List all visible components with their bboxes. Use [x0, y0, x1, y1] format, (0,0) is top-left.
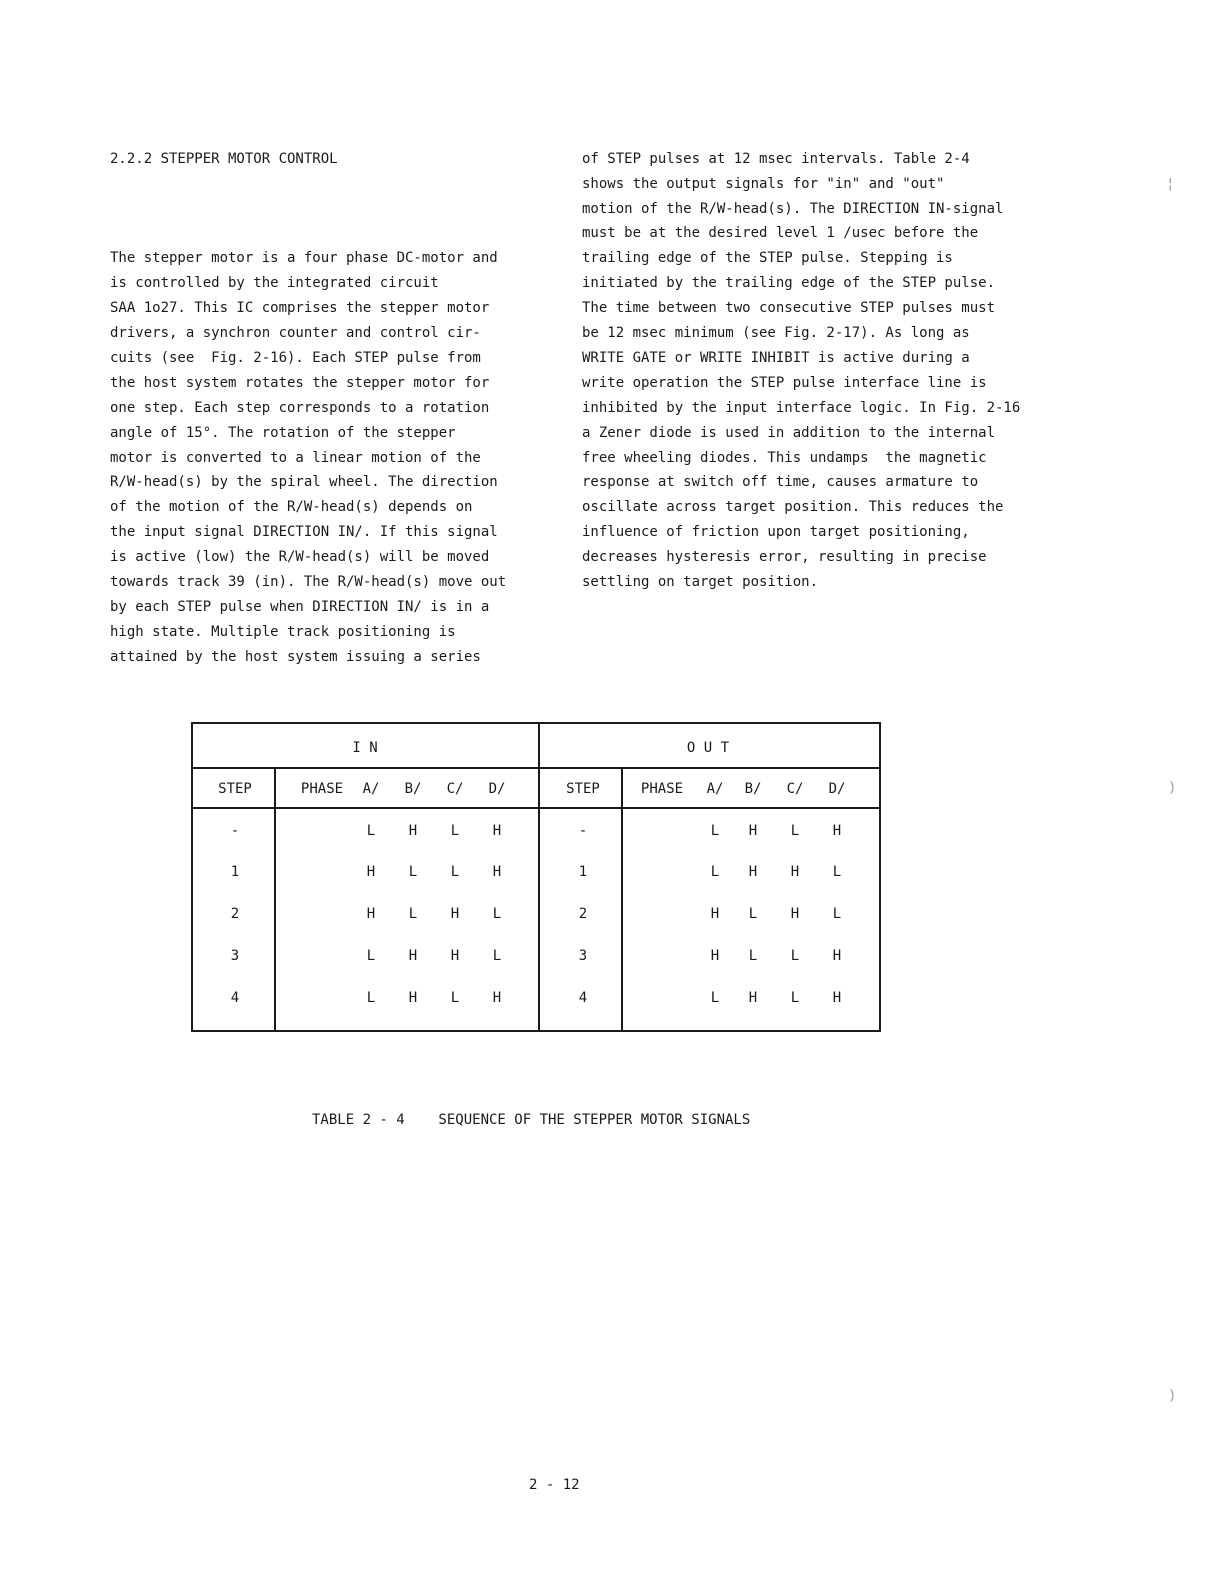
out-column-header: D/	[828, 781, 846, 797]
out-cell-step: 4	[578, 990, 588, 1006]
out-cell-step: 2	[578, 906, 588, 922]
in-cell-b: H	[408, 990, 418, 1006]
out-column-header: A/	[706, 781, 724, 797]
in-cell-a: H	[366, 906, 376, 922]
text-line: angle of 15°. The rotation of the stepper	[110, 424, 456, 441]
out-cell-c: L	[790, 948, 800, 964]
margin-mark: )	[1168, 1388, 1177, 1404]
out-cell-step: 1	[578, 864, 588, 880]
out-cell-c: L	[790, 823, 800, 839]
text-line: initiated by the trailing edge of the STEP pulse.	[582, 275, 996, 292]
page-number: 2 - 12	[529, 1477, 580, 1493]
out-cell-d: L	[832, 864, 842, 880]
in-column-header: STEP	[218, 781, 252, 797]
out-cell-a: H	[710, 948, 720, 964]
text-line: The stepper motor is a four phase DC-motor and	[110, 250, 498, 267]
section-heading: 2.2.2 STEPPER MOTOR CONTROL	[110, 150, 338, 167]
in-cell-d: L	[492, 906, 502, 922]
text-line: is controlled by the integrated circuit	[110, 275, 439, 292]
in-column-header: PHASE	[300, 781, 344, 797]
text-line: by each STEP pulse when DIRECTION IN/ is in a	[110, 598, 490, 615]
text-line: WRITE GATE or WRITE INHIBIT is active during a	[582, 349, 970, 366]
text-line: cuits (see Fig. 2-16). Each STEP pulse from	[110, 349, 481, 366]
table-grid	[191, 722, 881, 1032]
in-cell-step: 2	[230, 906, 240, 922]
out-cell-a: L	[710, 990, 720, 1006]
text-line: be 12 msec minimum (see Fig. 2-17). As long as	[582, 325, 970, 342]
out-cell-d: H	[832, 990, 842, 1006]
out-cell-b: L	[748, 948, 758, 964]
text-line: drivers, a synchron counter and control cir-	[110, 325, 481, 342]
text-line: influence of friction upon target positioning,	[582, 524, 970, 541]
text-line: write operation the STEP pulse interface line is	[582, 374, 987, 391]
text-line: is active (low) the R/W-head(s) will be moved	[110, 549, 490, 566]
out-column-header: STEP	[566, 781, 600, 797]
out-cell-c: L	[790, 990, 800, 1006]
left-paragraph	[110, 246, 530, 669]
out-cell-d: L	[832, 906, 842, 922]
out-cell-b: H	[748, 990, 758, 1006]
in-cell-c: L	[450, 823, 460, 839]
in-cell-a: L	[366, 990, 376, 1006]
text-line: motor is converted to a linear motion of the	[110, 449, 481, 466]
text-line: SAA 1o27. This IC comprises the stepper motor	[110, 300, 490, 317]
in-cell-c: H	[450, 948, 460, 964]
out-column-header: PHASE	[640, 781, 684, 797]
in-cell-c: L	[450, 990, 460, 1006]
in-cell-d: L	[492, 948, 502, 964]
in-cell-d: H	[492, 864, 502, 880]
text-line: of the motion of the R/W-head(s) depends on	[110, 499, 473, 516]
margin-mark: )	[1168, 780, 1177, 796]
text-line: attained by the host system issuing a series	[110, 648, 481, 665]
right-column	[582, 97, 1032, 620]
text-line: towards track 39 (in). The R/W-head(s) move out	[110, 574, 507, 590]
in-cell-a: H	[366, 864, 376, 880]
in-cell-b: H	[408, 948, 418, 964]
in-cell-step: 4	[230, 990, 240, 1006]
text-line: high state. Multiple track positioning is	[110, 623, 456, 640]
text-line: The time between two consecutive STEP pulses must	[582, 300, 996, 317]
out-cell-step: -	[578, 823, 588, 839]
text-line: one step. Each step corresponds to a rotation	[110, 399, 490, 416]
margin-mark: ¦	[1166, 176, 1175, 192]
in-column-header: D/	[488, 781, 506, 797]
text-line: the host system rotates the stepper motor for	[110, 374, 490, 391]
text-line: settling on target position.	[582, 573, 819, 590]
in-cell-b: L	[408, 864, 418, 880]
text-line: must be at the desired level 1 /usec before the	[582, 225, 979, 242]
in-column-header: B/	[404, 781, 422, 797]
out-cell-a: L	[710, 823, 720, 839]
stepper-signal-table	[191, 722, 881, 1032]
out-cell-a: H	[710, 906, 720, 922]
table-caption: TABLE 2 - 4 SEQUENCE OF THE STEPPER MOTOR SIGNALS	[312, 1112, 751, 1128]
text-line: trailing edge of the STEP pulse. Stepping is	[582, 250, 953, 267]
in-header: I N	[352, 740, 378, 756]
out-cell-d: H	[832, 823, 842, 839]
text-line: free wheeling diodes. This undamps the magnetic	[582, 449, 987, 466]
in-cell-c: L	[450, 864, 460, 880]
right-paragraph	[582, 147, 1032, 595]
in-cell-a: L	[366, 948, 376, 964]
out-cell-a: L	[710, 864, 720, 880]
in-cell-d: H	[492, 990, 502, 1006]
in-column-header: C/	[446, 781, 464, 797]
in-column-header: A/	[362, 781, 380, 797]
out-cell-step: 3	[578, 948, 588, 964]
in-cell-step: -	[230, 823, 240, 839]
out-cell-b: H	[748, 823, 758, 839]
out-cell-c: H	[790, 906, 800, 922]
out-header: O U T	[686, 740, 730, 756]
text-line: a Zener diode is used in addition to the internal	[582, 424, 996, 441]
in-cell-b: L	[408, 906, 418, 922]
text-line: shows the output signals for "in" and "out"	[582, 175, 945, 192]
text-line: inhibited by the input interface logic. In Fig. 2-16	[582, 399, 1021, 416]
out-cell-b: H	[748, 864, 758, 880]
in-cell-step: 1	[230, 864, 240, 880]
in-cell-a: L	[366, 823, 376, 839]
in-cell-c: H	[450, 906, 460, 922]
out-column-header: B/	[744, 781, 762, 797]
text-line: R/W-head(s) by the spiral wheel. The direction	[110, 474, 498, 491]
out-cell-d: H	[832, 948, 842, 964]
in-cell-b: H	[408, 823, 418, 839]
text-line: decreases hysteresis error, resulting in precise	[582, 549, 987, 566]
in-cell-step: 3	[230, 948, 240, 964]
text-line: of STEP pulses at 12 msec intervals. Table 2-4	[582, 150, 970, 167]
left-column	[110, 97, 530, 694]
text-line: motion of the R/W-head(s). The DIRECTION IN-signal	[582, 200, 1004, 217]
text-line: the input signal DIRECTION IN/. If this signal	[110, 524, 498, 541]
text-line: oscillate across target position. This reduces the	[582, 499, 1004, 516]
out-cell-b: L	[748, 906, 758, 922]
out-column-header: C/	[786, 781, 804, 797]
out-cell-c: H	[790, 864, 800, 880]
in-cell-d: H	[492, 823, 502, 839]
text-line: response at switch off time, causes armature to	[582, 474, 979, 491]
